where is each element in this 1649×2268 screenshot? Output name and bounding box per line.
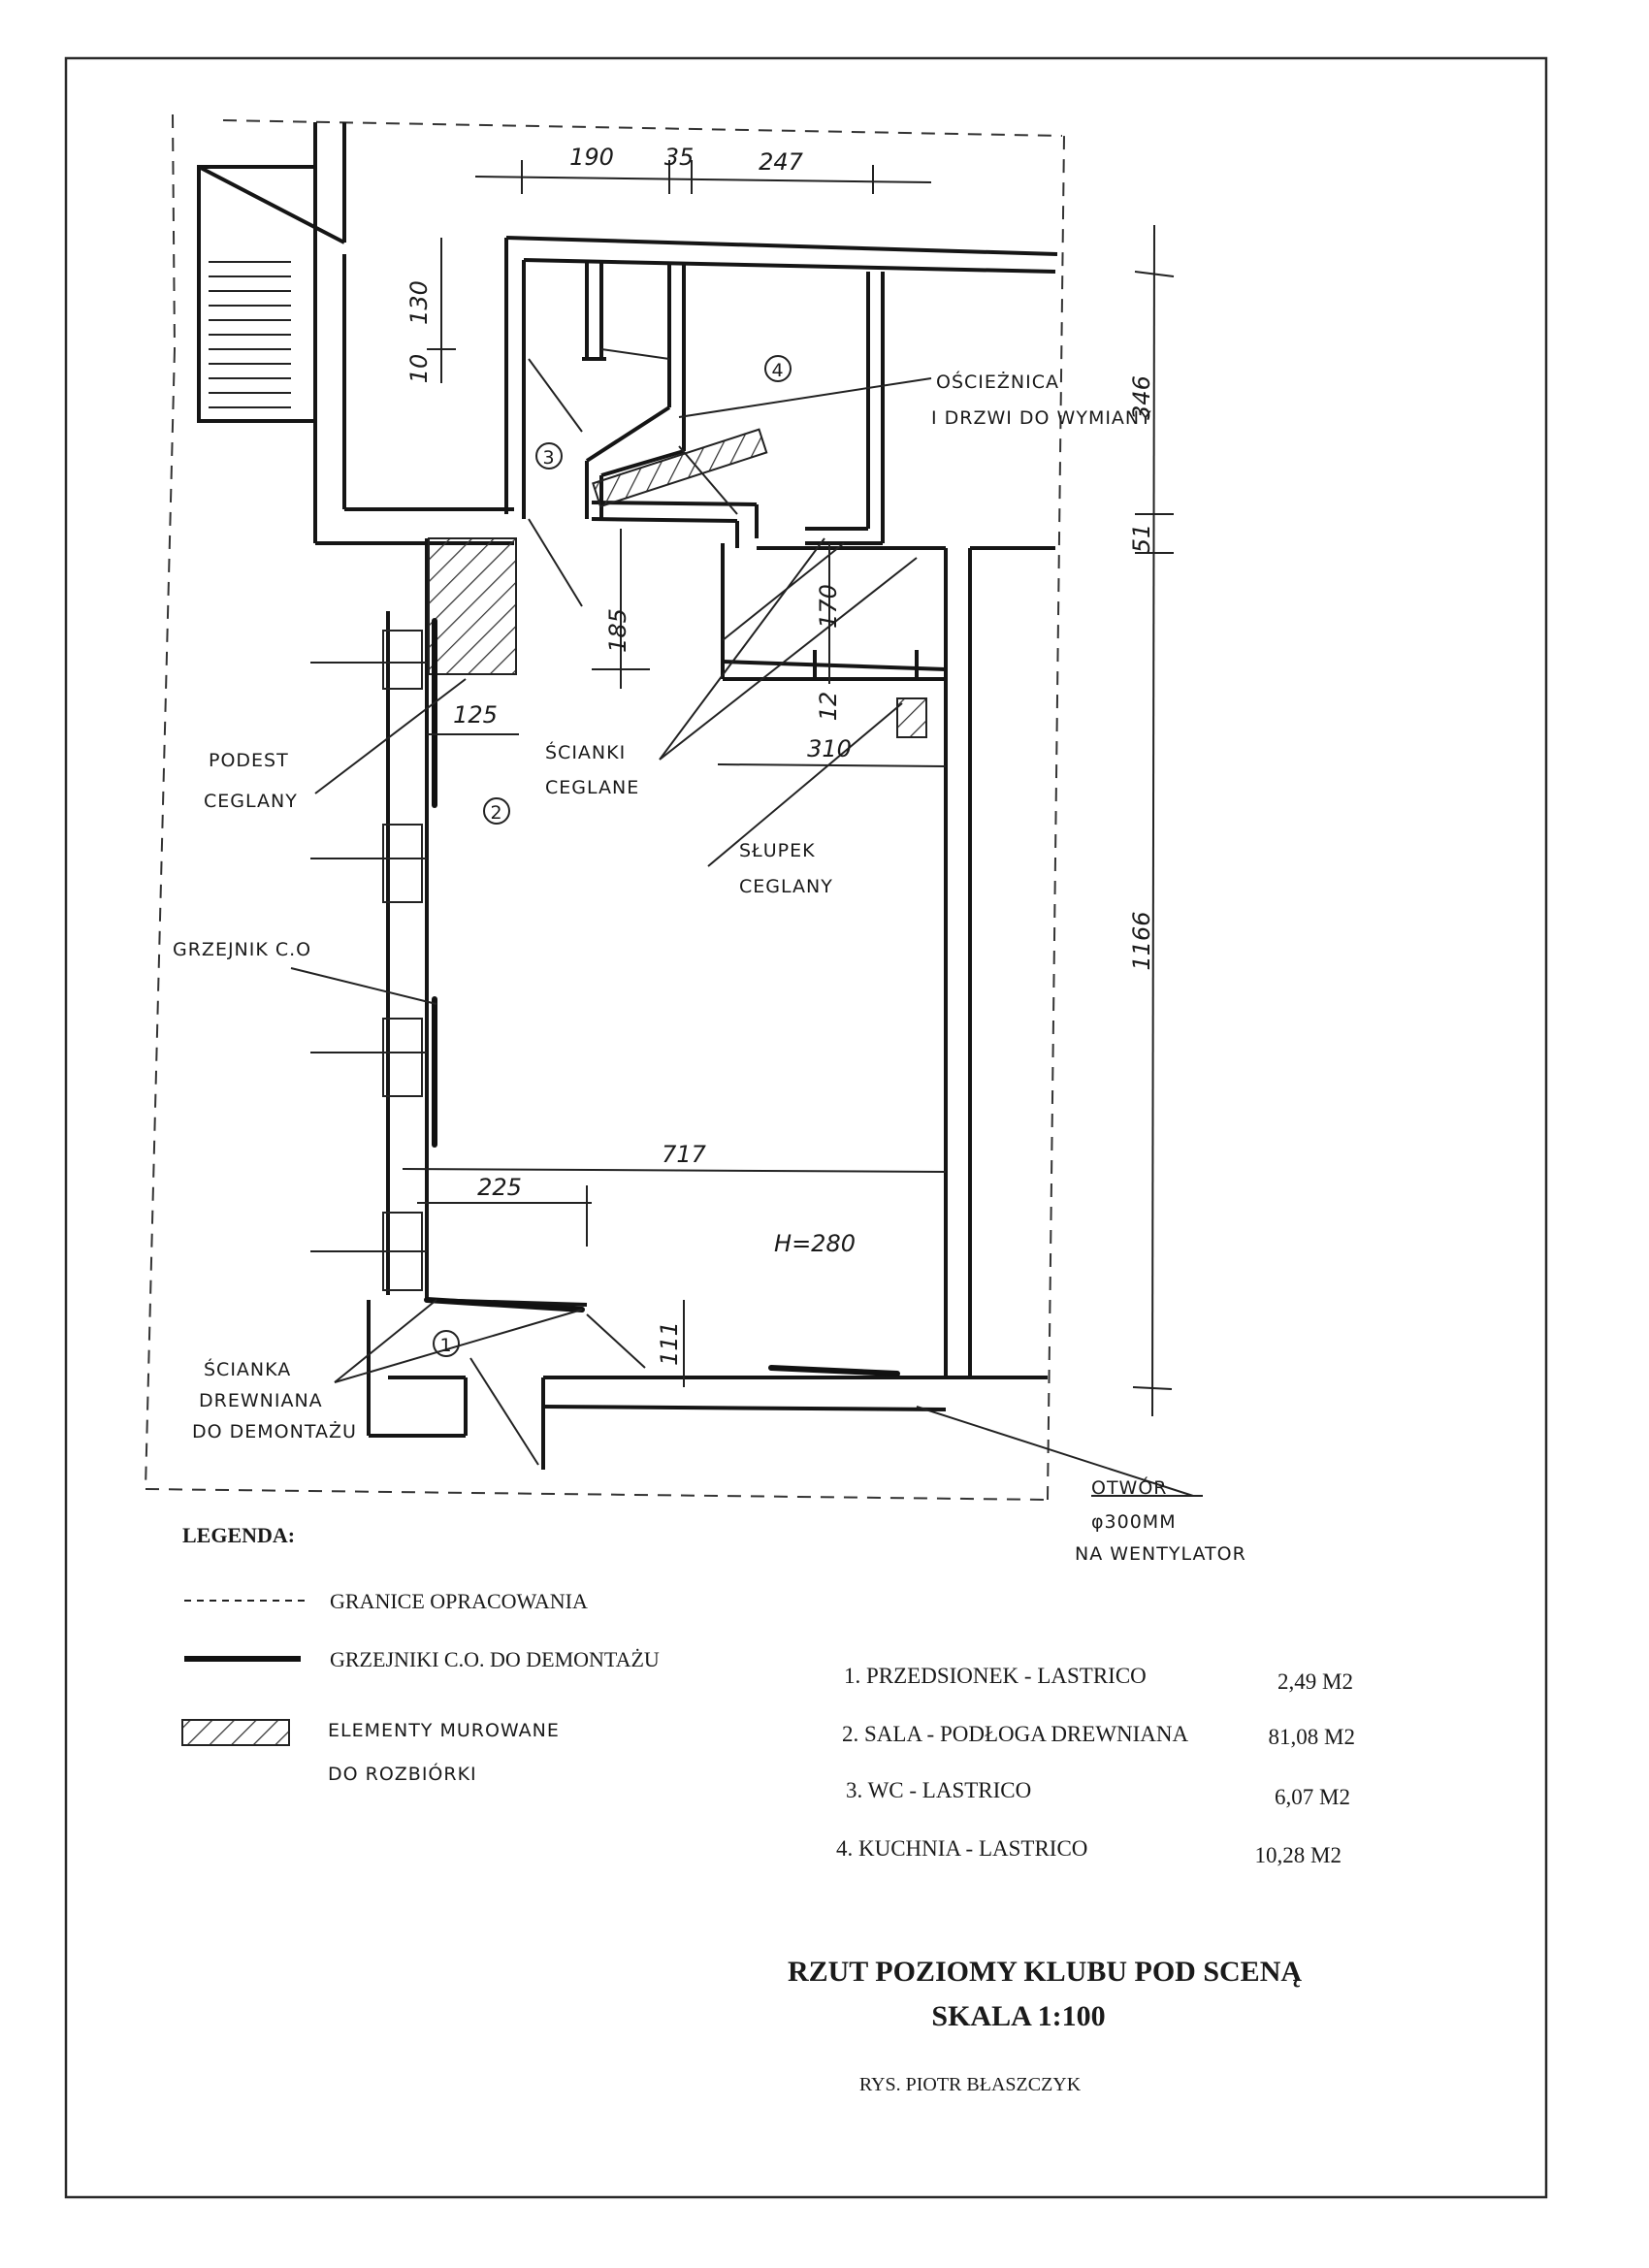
label-slupek-2: CEGLANY <box>739 876 833 897</box>
room-3-name: 3. WC - LASTRICO <box>846 1778 1032 1802</box>
label-podest-2: CEGLANY <box>204 791 298 812</box>
legend-item-masonry-2: DO ROZBIÓRKI <box>328 1764 477 1785</box>
room-2-area: 81,08 M2 <box>1268 1725 1355 1749</box>
windows <box>310 631 427 1290</box>
dim-12: 12 <box>815 691 842 722</box>
label-otwor-1: OTWÓR <box>1091 1477 1168 1499</box>
dim-125: 125 <box>453 701 498 729</box>
dim-130: 130 <box>405 280 433 325</box>
legend-hatch-symbol <box>182 1720 289 1745</box>
drawing-author: RYS. PIOTR BŁASZCZYK <box>858 2074 1082 2095</box>
dim-346: 346 <box>1128 375 1155 420</box>
dim-190: 190 <box>569 144 614 171</box>
door-swings <box>470 349 844 1465</box>
label-scianki-2: CEGLANE <box>545 777 640 798</box>
dim-185: 185 <box>604 608 631 653</box>
drawing-title: RZUT POZIOMY KLUBU POD SCENĄ <box>787 1956 1303 1988</box>
label-grzejnik: GRZEJNIK C.O <box>173 939 312 960</box>
room-number-4: 4 <box>771 360 785 381</box>
label-oscieznica-2: I DRZWI DO WYMIANY <box>931 407 1152 429</box>
label-scianka-2: DREWNIANA <box>199 1390 323 1411</box>
legend-item-radiators: GRZEJNIKI C.O. DO DEMONTAŻU <box>330 1647 660 1671</box>
dimension-lines <box>403 160 1174 1416</box>
label-slupek-1: SŁUPEK <box>739 840 816 861</box>
room-number-3: 3 <box>542 447 556 469</box>
dim-170: 170 <box>815 584 842 629</box>
dim-10: 10 <box>405 353 433 384</box>
room-4-area: 10,28 M2 <box>1254 1843 1342 1867</box>
label-otwor-3: NA WENTYLATOR <box>1075 1543 1246 1565</box>
dim-310: 310 <box>807 735 852 762</box>
dim-717: 717 <box>662 1141 706 1168</box>
label-scianka-1: ŚCIANKA <box>204 1359 292 1380</box>
label-scianki-1: ŚCIANKI <box>545 742 627 763</box>
dim-1166: 1166 <box>1128 911 1155 971</box>
label-oscieznica-1: OŚCIEŻNICA <box>936 372 1059 393</box>
label-otwor-2: φ300MM <box>1091 1511 1177 1533</box>
dim-225: 225 <box>477 1174 522 1201</box>
drawing-scale: SKALA 1:100 <box>931 2000 1106 2032</box>
dim-111: 111 <box>656 1321 683 1366</box>
legend-title: LEGENDA: <box>182 1523 296 1547</box>
room-number-2: 2 <box>490 802 503 824</box>
legend-item-masonry-1: ELEMENTY MUROWANE <box>328 1720 560 1741</box>
room-1-area: 2,49 M2 <box>1277 1669 1353 1694</box>
room-number-1: 1 <box>439 1335 453 1356</box>
height-label: H=280 <box>774 1230 856 1257</box>
room-1-name: 1. PRZEDSIONEK - LASTRICO <box>844 1664 1147 1688</box>
dim-51: 51 <box>1128 523 1155 554</box>
label-scianka-3: DO DEMONTAŻU <box>192 1421 357 1442</box>
brick-platform-hatched <box>429 538 516 674</box>
room-4-name: 4. KUCHNIA - LASTRICO <box>836 1836 1088 1861</box>
dim-35: 35 <box>663 144 695 171</box>
label-podest-1: PODEST <box>209 750 289 771</box>
legend <box>182 1523 660 1785</box>
room-3-area: 6,07 M2 <box>1275 1785 1350 1809</box>
dim-247: 247 <box>759 148 803 176</box>
staircase <box>209 262 291 407</box>
legend-item-boundary: GRANICE OPRACOWANIA <box>330 1589 588 1613</box>
room-list <box>836 1664 1355 1867</box>
room-2-name: 2. SALA - PODŁOGA DREWNIANA <box>842 1722 1189 1746</box>
